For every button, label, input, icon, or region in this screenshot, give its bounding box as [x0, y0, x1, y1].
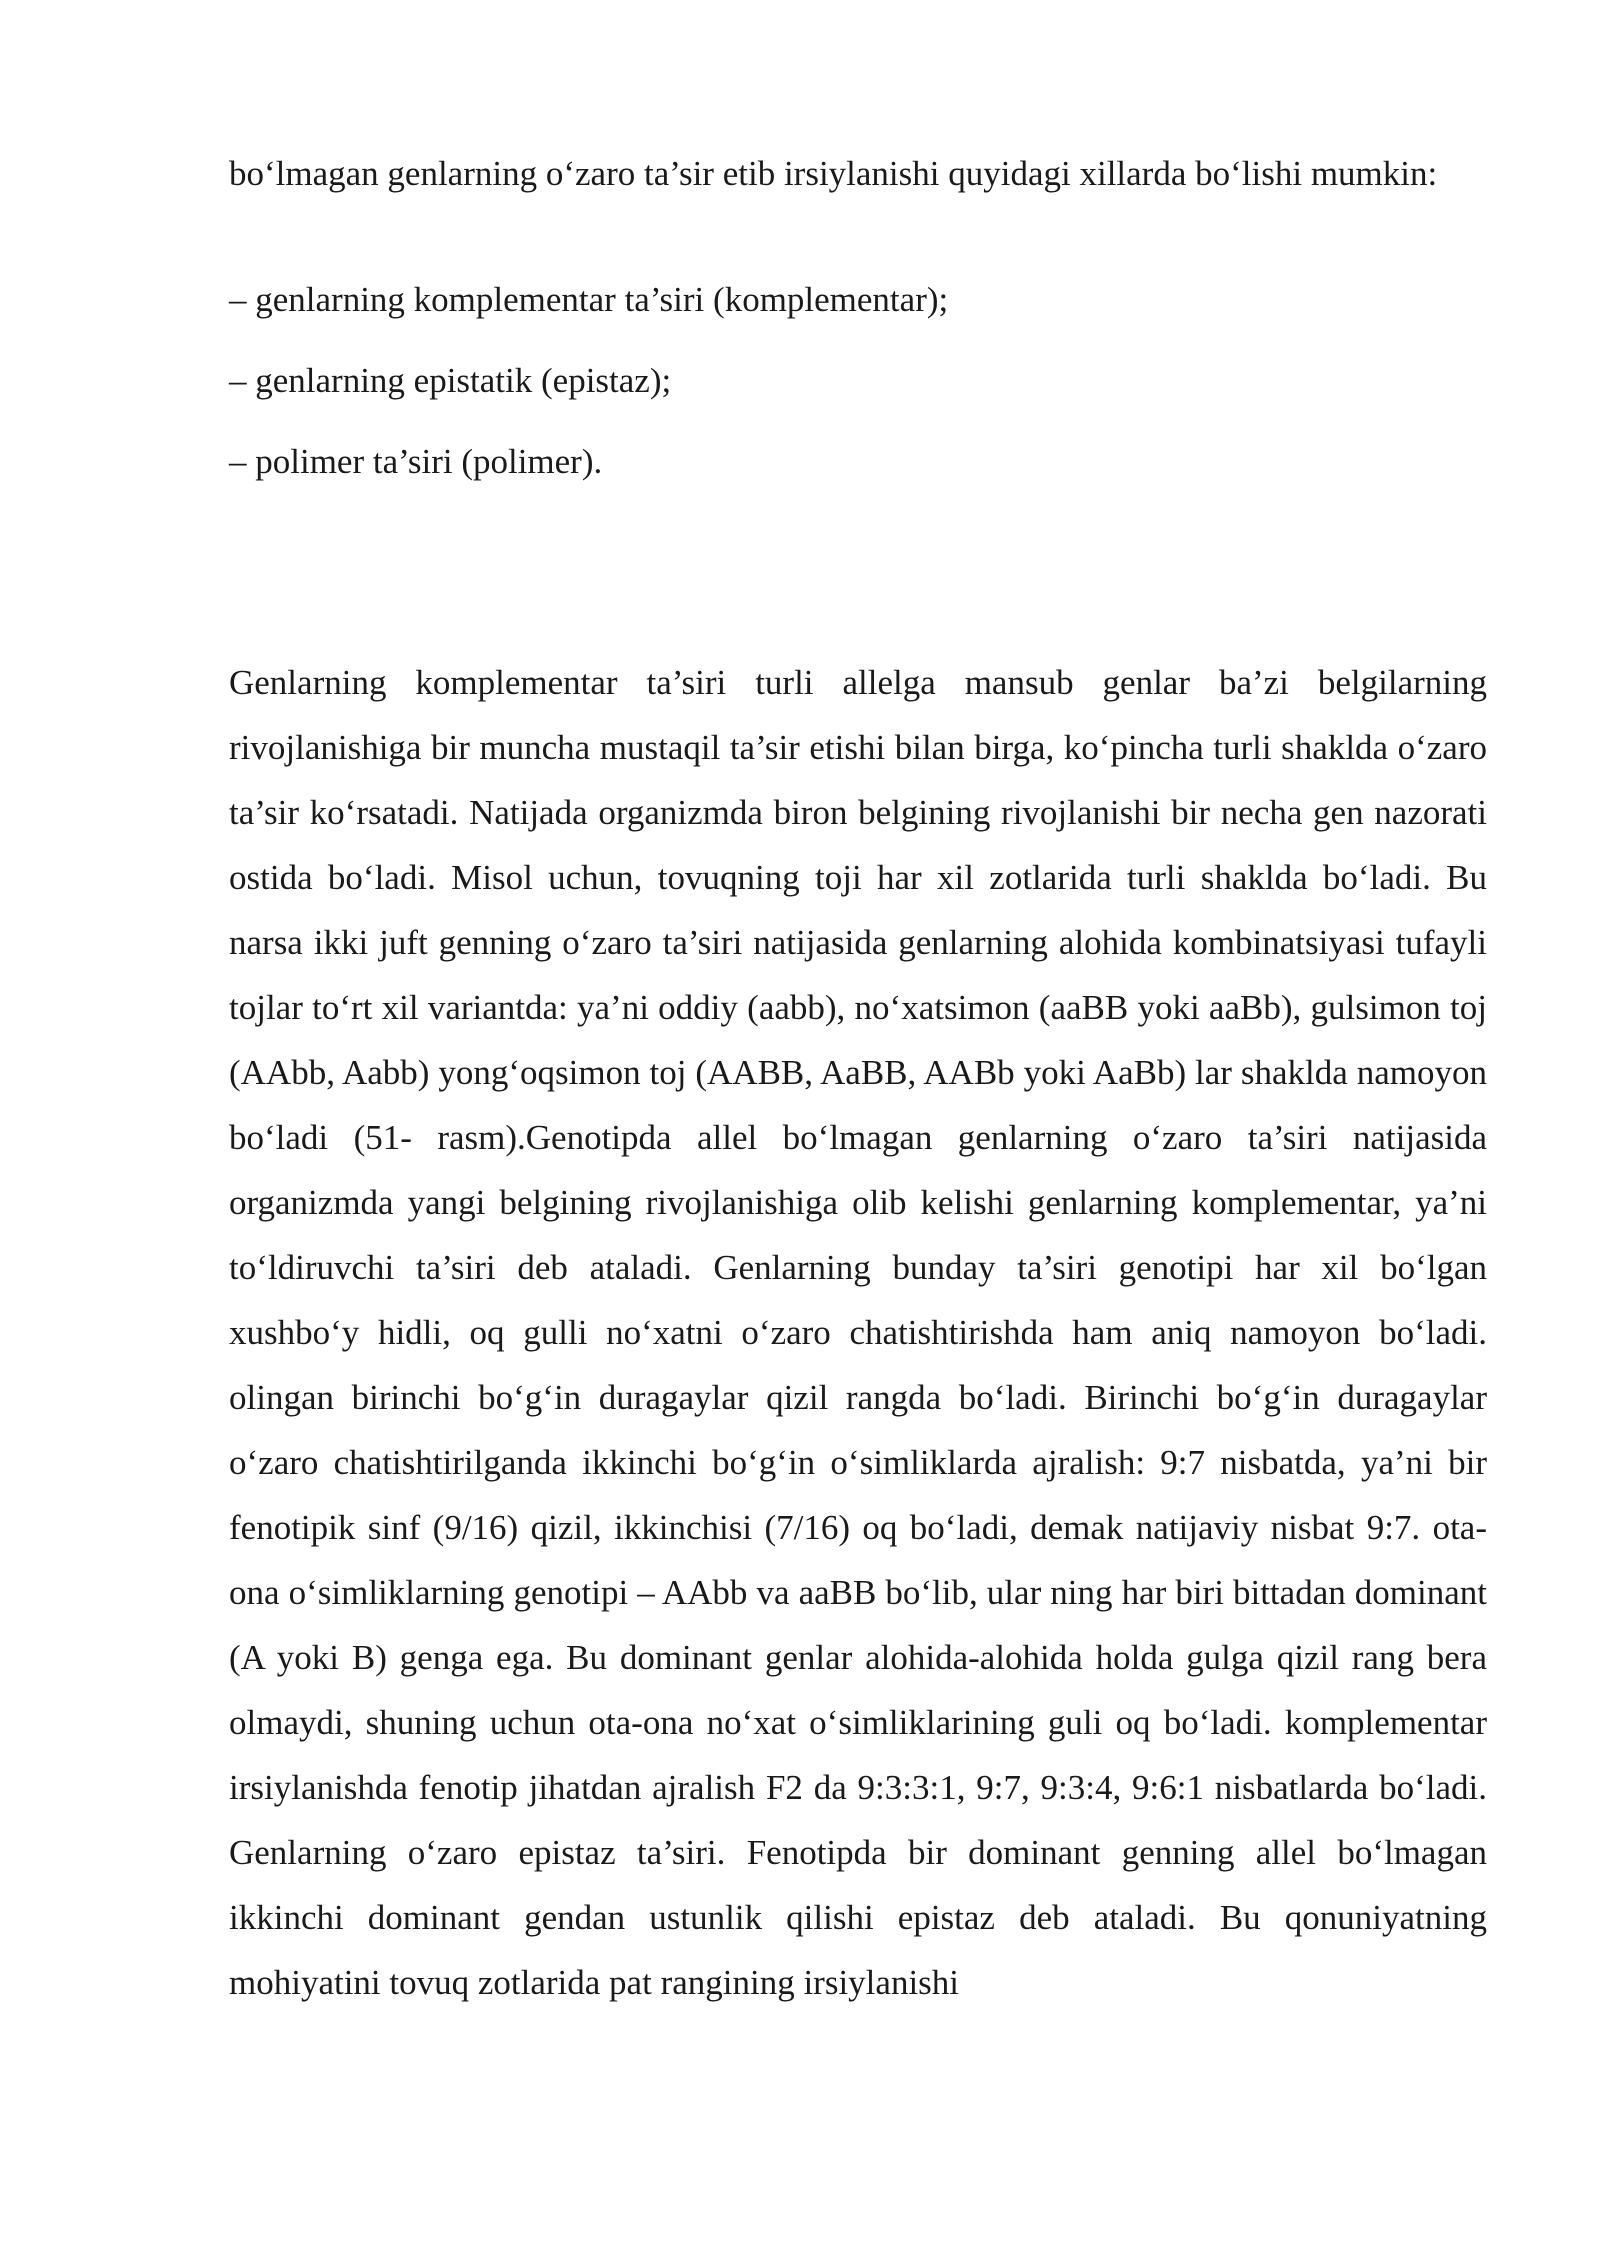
list-item-polymer: – polimer ta’siri (polimer). — [229, 442, 603, 481]
main-paragraph: Genlarning komplementar ta’siri turli allelga mansub genlar ba’zi belgilarning rivojlanishiga bir muncha mustaqil ta’sir etishi bilan birga, ko‘pincha turli shaklda o‘zaro ta’sir ko‘rsatadi. Natijada organizmda biron belgining rivojlanishi bir necha gen nazorati ostida bo‘ladi. Misol uchun, tovuqning toji har xil zotlarida turli shaklda bo‘ladi. Bu narsa ikki juft genning o‘zaro ta’siri natijasida genlarning alohida kombinatsiyasi tufayli tojlar to‘rt xil variantda: ya’ni oddiy (aabb), no‘xatsimon (aaBB yoki aaBb), gulsimon toj (AAbb, Aabb) yong‘oqsimon toj (AABB, AaBB, AABb yoki AaBb) lar shaklda namoyon bo‘ladi (51- rasm).Genotipda allel bo‘lmagan genlarning o‘zaro ta’siri natijasida organizmda yangi belgining rivojlanishiga olib kelishi genlarning komplementar, ya’ni to‘ldiruvchi ta’siri deb ataladi. Genlarning bunday ta’siri genotipi har xil bo‘lgan xushbo‘y hidli, oq gulli no‘xatni o‘zaro chatishtirishda ham aniq namoyon bo‘ladi. olingan birinchi bo‘g‘in duragaylar qizil rangda bo‘ladi. Birinchi bo‘g‘in duragaylar o‘zaro chatishtirilganda ikkinchi bo‘g‘in o‘simliklarda ajralish: 9:7 nisbatda, ya’ni bir fenotipik sinf (9/16) qizil, ikkinchisi (7/16) oq bo‘ladi, demak natijaviy nisbat 9:7. ota-ona o‘simliklarning genotipi – AAbb va aaBB bo‘lib, ular ning har biri bittadan dominant (A yoki B) genga ega. Bu dominant genlar alohida-alohida holda gulga qizil rang bera olmaydi, shuning uchun ota-ona no‘xat o‘simliklarining guli oq bo‘ladi. komplementar irsiylanishda fenotip jihatdan ajralish F2 da 9:3:3:1, 9:7, 9:3:4, 9:6:1 nisbatlarda bo‘ladi. Genlarning o‘zaro epistaz ta’siri. Fenotipda bir dominant genning allel bo‘lmagan ikkinchi dominant gendan ustunlik qilishi epistaz deb ataladi. Bu qonuniyatning mohiyatini tovuq zotlarida pat rangining irsiylanishi — [229, 663, 1487, 2002]
intro-text: bo‘lmagan genlarning o‘zaro ta’sir etib irsiylanishi quyidagi xillarda bo‘lishi mumkin: — [229, 154, 1438, 193]
list-item-epistatic: – genlarning epistatik (epistaz); — [229, 361, 672, 400]
list-item-complementary: – genlarning komplementar ta’siri (komplementar); — [229, 280, 949, 319]
